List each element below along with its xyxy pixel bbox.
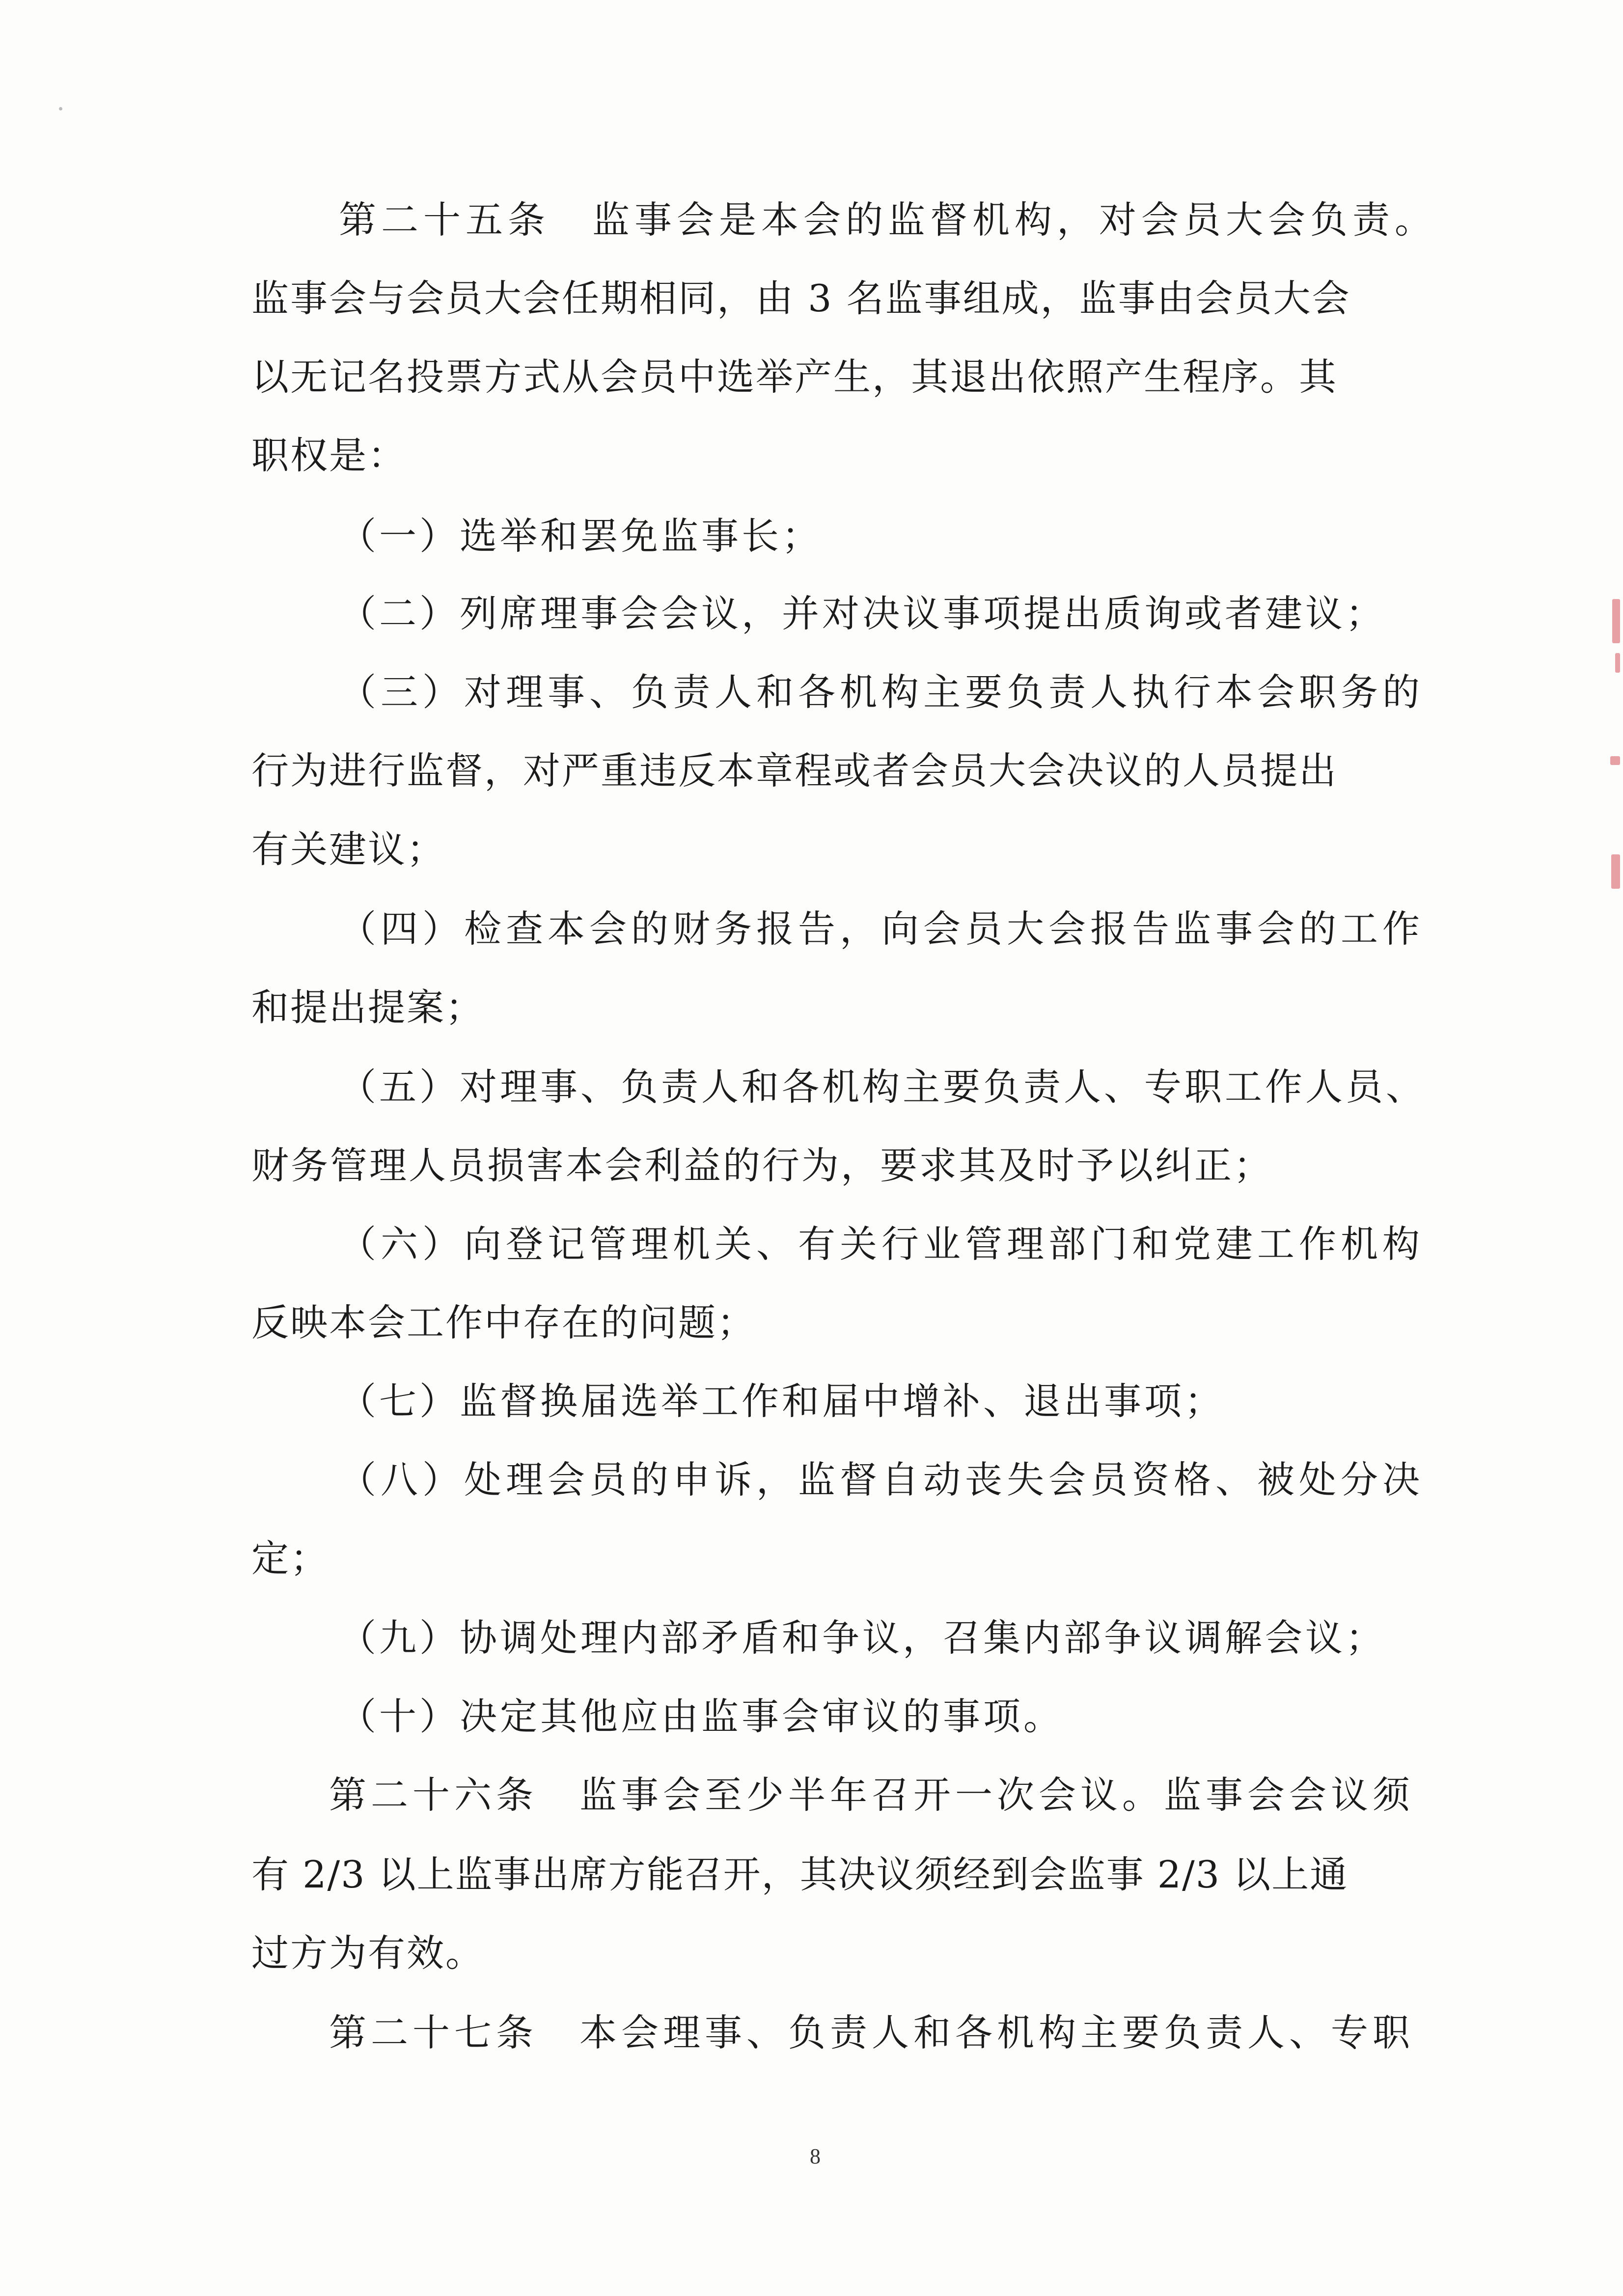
- body-line: 监事会与会员大会任期相同，由 3 名监事组成，监事由会员大会: [251, 276, 1351, 320]
- article-27-heading-line: 第二十七条 本会理事、负责人和各机构主要负责人、专职: [329, 2011, 1414, 2054]
- body-line: 行为进行监督，对严重违反本章程或者会员大会决议的人员提出: [251, 749, 1338, 793]
- list-item-4: （四）检查本会的财务报告，向会员大会报告监事会的工作: [339, 907, 1424, 951]
- list-item-7: （七）监督换届选举工作和届中增补、退出事项；: [339, 1379, 1225, 1423]
- scan-speck: [59, 107, 62, 110]
- list-item-2: （二）列席理事会会议，并对决议事项提出质询或者建议；: [339, 592, 1386, 635]
- list-item-3: （三）对理事、负责人和各机构主要负责人执行本会职务的: [339, 670, 1424, 714]
- body-line: 有 2/3 以上监事出席方能召开，其决议须经到会监事 2/3 以上通: [251, 1853, 1348, 1896]
- body-line: 和提出提案；: [251, 985, 484, 1029]
- list-item-6: （六）向登记管理机关、有关行业管理部门和党建工作机构: [339, 1222, 1424, 1266]
- page-number: 8: [810, 2144, 821, 2168]
- list-item-1: （一）选举和罢免监事长；: [339, 514, 822, 558]
- article-26-heading-line: 第二十六条 监事会至少半年召开一次会议。监事会会议须: [329, 1773, 1414, 1817]
- body-line: 财务管理人员损害本会利益的行为，要求其及时予以纠正；: [251, 1144, 1273, 1187]
- article-25-heading-line: 第二十五条 监事会是本会的监督机构，对会员大会负责。: [339, 198, 1437, 242]
- list-item-8: （八）处理会员的申诉，监督自动丧失会员资格、被处分决: [339, 1458, 1424, 1502]
- body-line: 有关建议；: [251, 827, 445, 871]
- list-item-9: （九）协调处理内部矛盾和争议，召集内部争议调解会议；: [339, 1616, 1386, 1660]
- list-item-5: （五）对理事、负责人和各机构主要负责人、专职工作人员、: [339, 1065, 1426, 1109]
- seal-edge-mark: [1606, 579, 1623, 913]
- body-line: 定；: [251, 1536, 329, 1580]
- list-item-10: （十）决定其他应由监事会审议的事项。: [339, 1695, 1064, 1738]
- body-line: 职权是：: [251, 434, 407, 477]
- body-line: 过方为有效。: [251, 1931, 484, 1975]
- body-line: 反映本会工作中存在的问题；: [251, 1301, 756, 1344]
- body-line: 以无记名投票方式从会员中选举产生，其退出依照产生程序。其: [251, 355, 1338, 399]
